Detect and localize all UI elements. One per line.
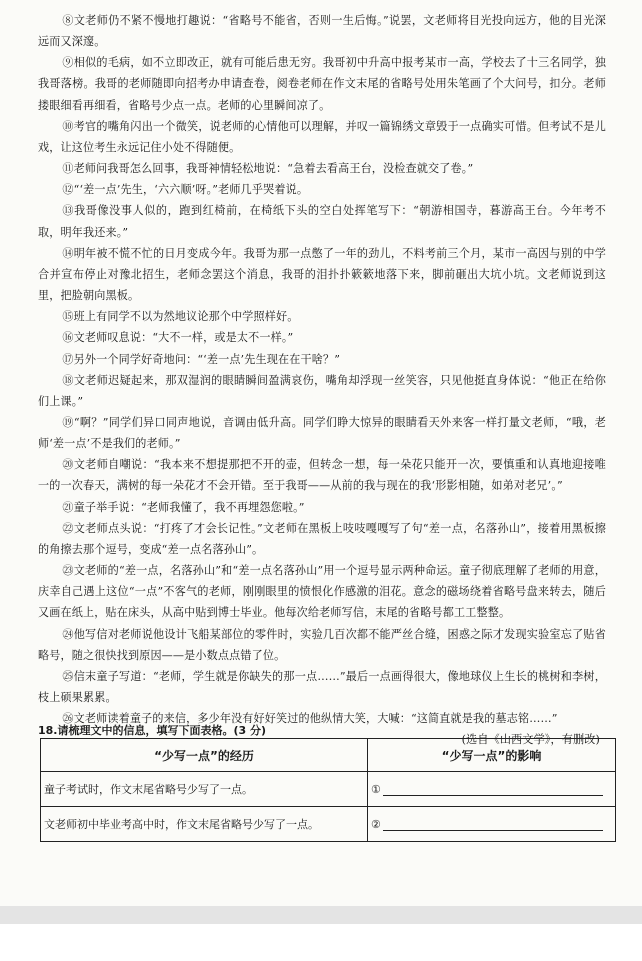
paragraph-18: ⑱文老师迟疑起来，那双湿润的眼睛瞬间盈满哀伤，嘴角却浮现一丝笑容，只见他挺直身体说：“他正在给你们上课。” xyxy=(38,373,606,408)
paragraph-16: ⑯文老师叹息说：“大不一样，或是太不一样。” xyxy=(62,331,294,345)
paragraph-20: ⑳文老师自嘲说：“我本来不想提那把不开的壶，但转念一想，每一朵花只能开一次，要慎重和认真地迎接唯一的一次春天，满树的每一朵花才不会开错。至于我哥——从前的我与现在的我‘形影相随，如弟对老兄’。” xyxy=(38,458,606,493)
answer-number: ① xyxy=(371,782,381,796)
answer-blank[interactable] xyxy=(383,783,603,796)
table-row xyxy=(41,807,616,842)
paragraph-8: ⑧文老师仍不紧不慢地打趣说：“省略号不能省，否则一生后悔。”说罢，文老师将目光投向远方，他的目光深远而又深邃。 xyxy=(38,14,606,49)
paragraph-23: ㉓文老师的“差一点，名落孙山”和“差一点名落孙山”用一个逗号显示两种命运。童子彻底理解了老师的用意，庆幸自己遇上这位“一点”不客气的老师，刚刚眼里的愤恨化作感激的泪花。意念的磁场绕着省略号盘来转去，随后又画在纸上，贴在床头，从高中贴到博士毕业。他每次给老师写信，末尾的省略号都工工整整。 xyxy=(38,564,606,620)
answer-cell[interactable] xyxy=(368,807,616,842)
paragraph-26: ㉖文老师读着童子的来信，多少年没有好好笑过的他纵情大笑，大喊：“这简直就是我的墓志铭……” xyxy=(62,712,558,726)
paragraph-17: ⑰另外一个同学好奇地问：“‘差一点’先生现在在干啥？” xyxy=(62,352,341,366)
table-header-experience: “少写一点”的经历 xyxy=(41,739,368,772)
paragraph-21: ㉑童子举手说：“老师我懂了，我不再埋怨您啦。” xyxy=(62,500,305,514)
answer-number: ② xyxy=(371,817,381,831)
paragraph-12: ⑫“‘差一点’先生，‘六六顺’呀。”老师几乎哭着说。 xyxy=(62,183,309,197)
answer-table xyxy=(40,738,616,842)
table-row xyxy=(41,772,616,807)
answer-blank[interactable] xyxy=(383,818,603,831)
experience-cell: 文老师初中毕业考高中时，作文末尾省略号少写了一点。 xyxy=(41,807,368,842)
paragraph-14: ⑭明年被不慌不忙的日月变成今年。我哥为那一点憋了一年的劲儿，不料考前三个月，某市一高因与别的中学合并宣布停止对豫北招生，老师念罢这个消息，我哥的泪扑扑簌簌地落下来，脚前砸出大坑小坑。文老师说到这里，把脸朝向黑板。 xyxy=(38,246,606,303)
question-18: 18.请梳理文中的信息，填写下面表格。(3 分) xyxy=(38,724,267,737)
paragraph-13: ⑬我哥像没事人似的，跑到红椅前，在椅纸下头的空白处挥笔写下：“朝游相国寺，暮游高王台。今年考不取，明年我还来。” xyxy=(38,204,606,239)
paragraph-10: ⑩考官的嘴角闪出一个微笑，说老师的心情他可以理解，并叹一篇锦绣文章毁于一点确实可惜。但考试不是儿戏，让这位考生永远记住小处不得随便。 xyxy=(38,119,606,154)
paragraph-9: ⑨相似的毛病，如不立即改正，就有可能后患无穷。我哥初中升高中报考某市一高，学校去了十三名同学，独我哥落榜。我哥的老师随即向招考办申请查卷，阅卷老师在作文末尾的省略号处用朱笔画了个大问号，扣分。老师搂眼细看再细看，省略号少点一点。老师的心里瞬间凉了。 xyxy=(38,56,606,112)
paragraph-11: ⑪老师问我哥怎么回事，我哥神情轻松地说：“急着去看高王台，没检查就交了卷。” xyxy=(62,162,474,176)
source-citation: (选自《山西文学》，有删改) xyxy=(461,733,600,747)
paragraph-25: ㉕信末童子写道：“老师，学生就是你缺失的那一点……”最后一点画得很大，像地球仪上生长的桃树和李树，枝上硕果累累。 xyxy=(38,669,606,704)
page-bottom-band xyxy=(0,906,642,924)
paragraph-24: ㉔他写信对老师说他设计飞船某部位的零件时，实验几百次都不能严丝合缝，困惑之际才发现实验室忘了贴省略号，随之很快找到原因——是小数点点错了位。 xyxy=(38,627,606,662)
article-text xyxy=(38,10,606,750)
experience-cell: 童子考试时，作文末尾省略号少写了一点。 xyxy=(41,772,368,807)
paragraph-19: ⑲“啊？”同学们异口同声地说，音调由低升高。同学们睁大惊异的眼睛看天外来客一样打量文老师，“哦，老师‘差一点’不是我们的老师。” xyxy=(38,415,606,451)
paragraph-22: ㉒文老师点头说：“打疼了才会长记性。”文老师在黑板上吱吱嘎嘎写了句“差一点，名落孙山”，接着用黑板擦的角擦去那个逗号，变成“差一点名落孙山”。 xyxy=(38,521,606,556)
paragraph-15: ⑮班上有同学不以为然地议论那个中学照样好。 xyxy=(62,310,299,324)
table-header-impact: “少写一点”的影响 xyxy=(368,739,616,772)
table-header-row xyxy=(41,739,616,772)
answer-cell[interactable] xyxy=(368,772,616,807)
